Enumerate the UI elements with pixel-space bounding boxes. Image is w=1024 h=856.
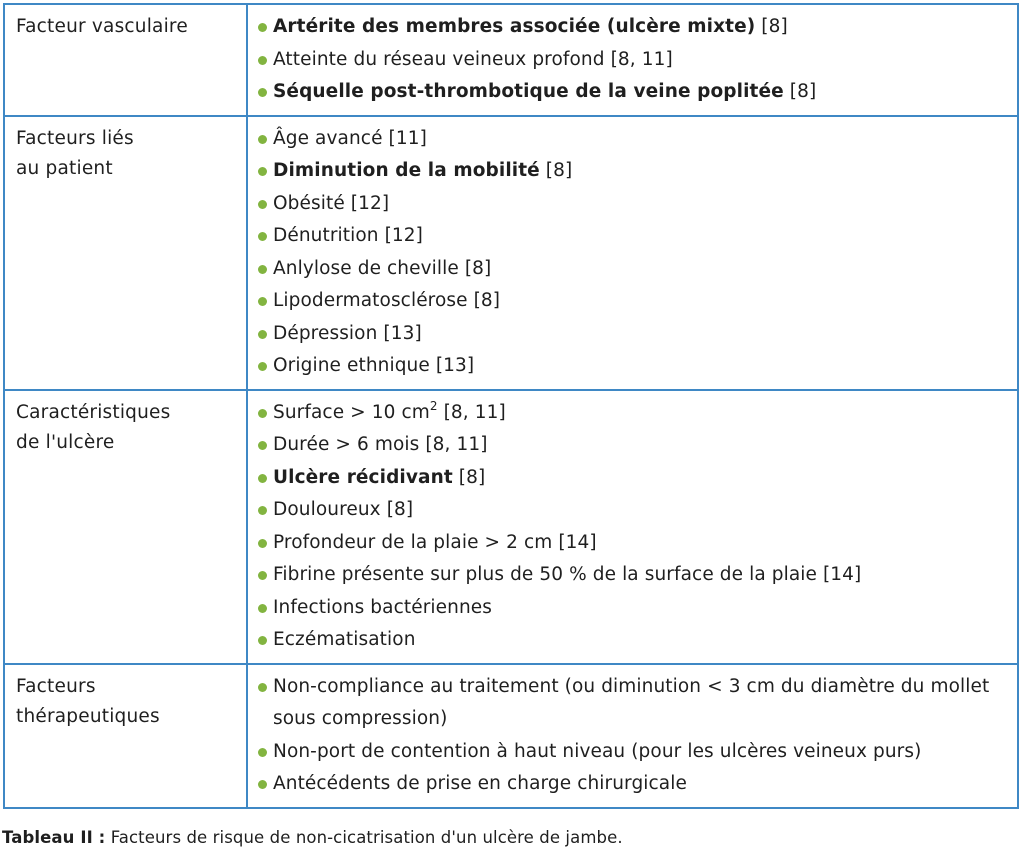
bullet-icon	[258, 362, 267, 371]
list-item	[256, 671, 1017, 736]
bullet-icon	[258, 604, 267, 613]
bullet-icon	[258, 265, 267, 274]
bullet-icon	[258, 441, 267, 450]
item-text: Surface > 10 cm	[273, 401, 430, 423]
table-row	[4, 4, 1018, 116]
bullet-icon	[258, 88, 267, 97]
category-cell	[4, 116, 247, 390]
items-cell	[247, 116, 1018, 390]
bullet-icon	[258, 297, 267, 306]
item-reference: [12]	[350, 192, 390, 214]
item-reference: [11]	[388, 127, 427, 149]
items-cell	[247, 390, 1018, 664]
list-item	[256, 429, 1017, 462]
list-item	[256, 318, 1017, 351]
item-text: Non-compliance au traitement (ou diminution < 3 cm du diamètre du mollet sous compression)	[273, 675, 990, 729]
bullet-icon	[258, 23, 267, 32]
item-reference: [13]	[383, 322, 422, 344]
bullet-icon	[258, 56, 267, 65]
item-reference: [8]	[545, 160, 573, 181]
items-cell	[247, 664, 1018, 808]
item-text: Atteinte du réseau veineux profond	[273, 48, 605, 70]
item-reference: [13]	[435, 355, 475, 376]
category-cell	[4, 664, 247, 808]
item-reference: [14]	[822, 564, 862, 585]
item-reference: [8]	[473, 290, 501, 311]
bullet-icon	[258, 167, 267, 176]
list-item	[256, 624, 1017, 657]
bullet-icon	[258, 409, 267, 418]
bullet-icon	[258, 571, 267, 580]
item-reference: [8]	[789, 81, 817, 102]
table-row	[4, 664, 1018, 808]
list-item	[256, 736, 1017, 769]
list-item	[256, 155, 1017, 188]
category-label: Facteur vasculaire	[16, 16, 188, 37]
bullet-icon	[258, 683, 267, 692]
item-text: Lipodermatosclérose	[273, 290, 468, 311]
list-item	[256, 527, 1017, 560]
category-cell	[4, 4, 247, 116]
items-cell	[247, 4, 1018, 116]
list-item	[256, 253, 1017, 286]
item-text: Anlylose de cheville	[273, 257, 459, 279]
list-item	[256, 76, 1017, 109]
list-item	[256, 11, 1017, 44]
list-item	[256, 768, 1017, 801]
item-text: Origine ethnique	[273, 355, 430, 376]
category-label: Facteurs liés au patient	[16, 127, 134, 179]
category-label: Caractéristiques de l'ulcère	[16, 401, 171, 453]
bullet-icon	[258, 330, 267, 339]
item-reference: [14]	[558, 531, 597, 553]
item-reference: [8, 11]	[425, 434, 488, 455]
bullet-icon	[258, 232, 267, 241]
bullet-icon	[258, 780, 267, 789]
item-text: Ulcère récidivant	[273, 466, 453, 488]
list-item	[256, 123, 1017, 156]
item-text: Diminution de la mobilité	[273, 160, 540, 181]
item-text: Âge avancé	[273, 127, 383, 149]
bullet-icon	[258, 506, 267, 515]
list-item	[256, 220, 1017, 253]
table-row	[4, 390, 1018, 664]
item-reference: [8]	[386, 499, 414, 520]
item-text: Eczématisation	[273, 629, 416, 650]
item-superscript: 2	[429, 398, 438, 413]
item-text: Profondeur de la plaie > 2 cm	[273, 531, 553, 553]
item-reference: [8, 11]	[610, 48, 673, 70]
item-text: Séquelle post-thrombotique de la veine poplitée	[273, 81, 784, 102]
item-text: Dénutrition	[273, 225, 379, 246]
list-item	[256, 592, 1017, 625]
list-item	[256, 397, 1017, 430]
item-text: Non-port de contention à haut niveau (pour les ulcères veineux purs)	[273, 740, 922, 762]
item-reference: [8]	[464, 257, 492, 279]
item-reference: [12]	[384, 225, 423, 246]
item-text: Douloureux	[273, 499, 381, 520]
item-text: Dépression	[273, 322, 378, 344]
list-item	[256, 188, 1017, 221]
caption-text: Facteurs de risque de non-cicatrisation d'un ulcère de jambe.	[105, 828, 623, 847]
bullet-icon	[258, 539, 267, 548]
list-item	[256, 285, 1017, 318]
bullet-icon	[258, 135, 267, 144]
item-reference: [8]	[761, 16, 788, 37]
category-label: Facteurs thérapeutiques	[16, 675, 160, 727]
item-text: Infections bactériennes	[273, 596, 492, 618]
item-text: Durée > 6 mois	[273, 434, 420, 455]
item-text: Fibrine présente sur plus de 50 % de la surface de la plaie	[273, 564, 817, 585]
item-text: Antécédents de prise en charge chirurgicale	[273, 773, 687, 794]
list-item	[256, 350, 1017, 383]
bullet-icon	[258, 200, 267, 209]
table-caption	[2, 827, 623, 849]
bullet-icon	[258, 748, 267, 757]
item-text: Obésité	[273, 192, 345, 214]
category-cell	[4, 390, 247, 664]
list-item	[256, 494, 1017, 527]
table-row	[4, 116, 1018, 390]
list-item	[256, 44, 1017, 77]
risk-table-body	[4, 4, 1018, 808]
item-text: Artérite des membres associée (ulcère mixte)	[273, 16, 756, 37]
item-reference: [8]	[458, 466, 486, 488]
list-item	[256, 462, 1017, 495]
bullet-icon	[258, 474, 267, 483]
caption-label: Tableau II :	[2, 828, 106, 847]
bullet-icon	[258, 636, 267, 645]
list-item	[256, 559, 1017, 592]
risk-factors-table	[3, 3, 1019, 809]
item-reference: [8, 11]	[443, 401, 506, 423]
